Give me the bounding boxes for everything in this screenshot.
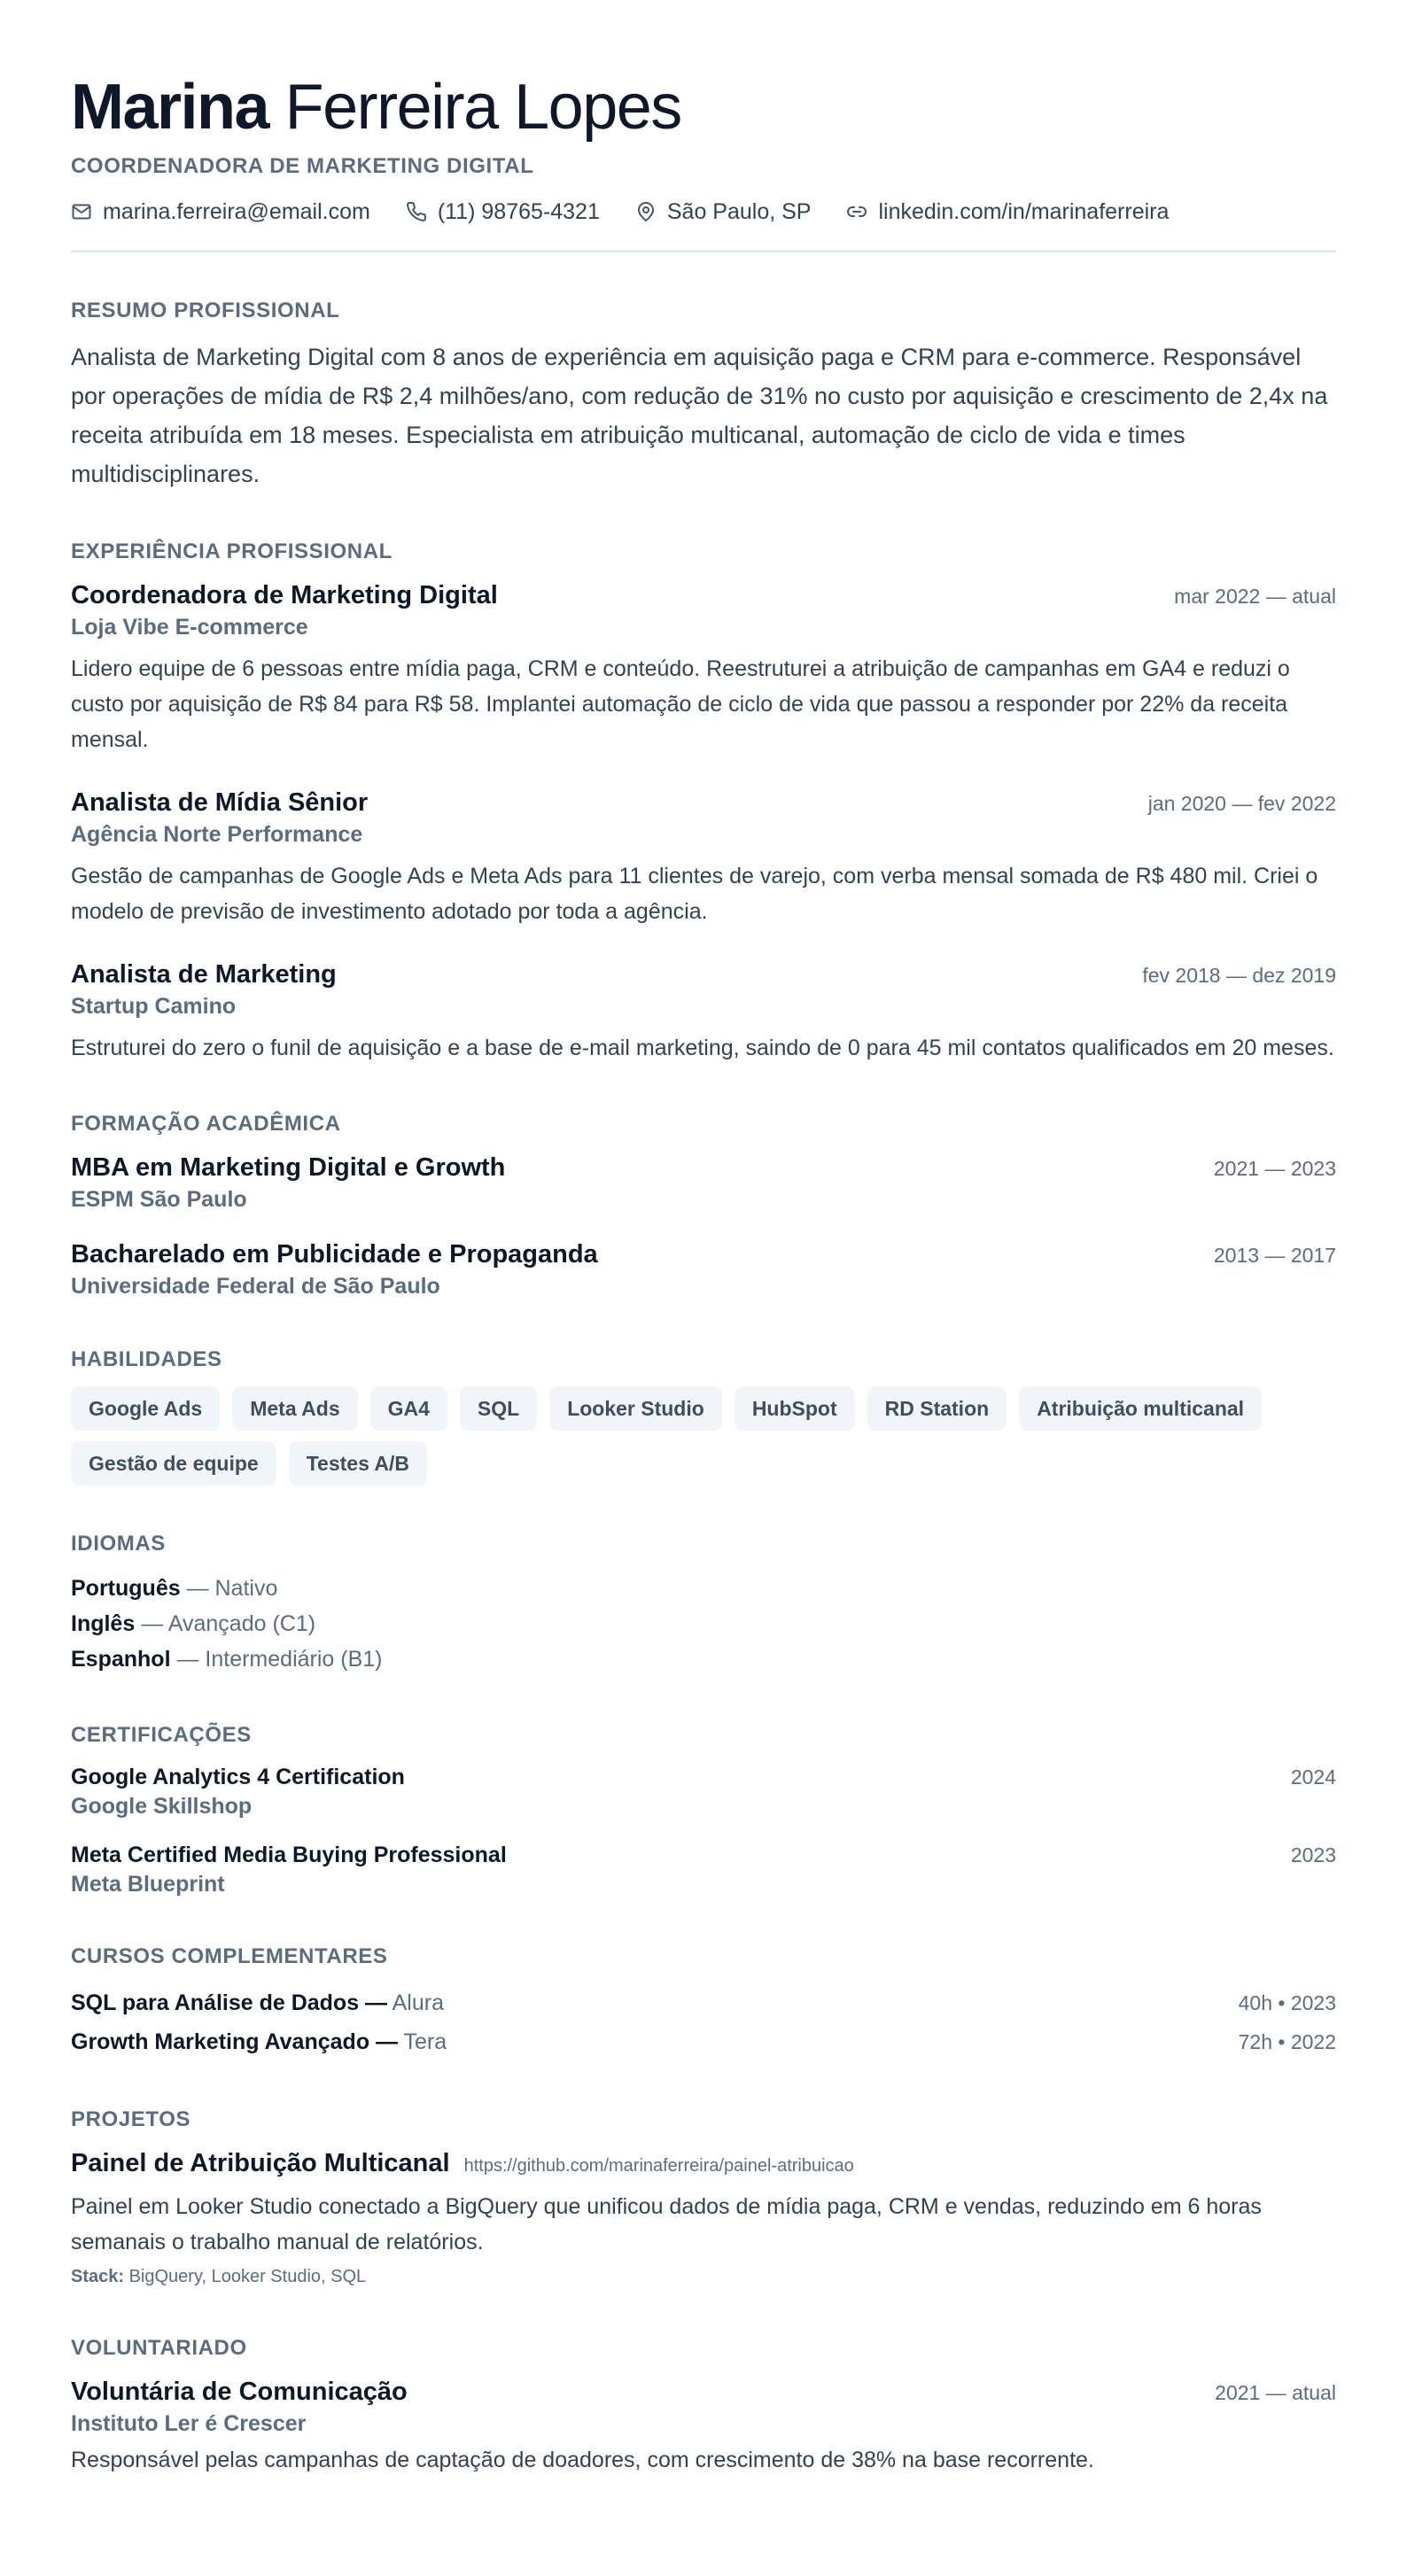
skill-chip: Testes A/B (289, 1441, 427, 1486)
course-name: SQL para Análise de Dados — (71, 1990, 388, 2015)
education-school: ESPM São Paulo (71, 1187, 247, 1212)
skills-section (71, 1346, 1336, 1486)
certifications-section (71, 1721, 1336, 1898)
skill-chip: Looker Studio (549, 1386, 722, 1431)
phone-icon (406, 201, 427, 222)
course-provider: Alura (387, 1990, 444, 2015)
project-item (71, 2146, 1336, 2290)
summary-section (71, 297, 1336, 493)
resume-header (71, 69, 1336, 252)
languages-section (71, 1530, 1336, 1677)
job-title: COORDENADORA DE MARKETING DIGITAL (71, 154, 534, 178)
section-title: IDIOMAS (71, 1532, 166, 1556)
education-section (71, 1110, 1336, 1301)
courses-section (71, 1943, 1336, 2061)
section-title: CERTIFICAÇÕES (71, 1723, 252, 1747)
course-item (71, 2022, 1336, 2061)
project-description: Painel em Looker Studio conectado a BigQuery que unificou dados de mídia paga, CRM e vendas, reduzindo em 6 horas semanais o trabalho manual de relatórios. (71, 2194, 1262, 2254)
volunteer-period: 2021 — atual (1215, 2381, 1336, 2404)
project-stack-value: BigQuery, Looker Studio, SQL (124, 2267, 367, 2286)
education-school: Universidade Federal de São Paulo (71, 1274, 440, 1299)
contact-bar (71, 197, 1336, 227)
candidate-name (71, 69, 1336, 145)
skill-chip: SQL (460, 1386, 537, 1431)
first-name: Marina (71, 72, 269, 143)
certification-name: Meta Certified Media Buying Professional (71, 1843, 507, 1867)
certification-year: 2023 (1290, 1843, 1336, 1866)
certification-year: 2024 (1290, 1765, 1336, 1788)
section-title: CURSOS COMPLEMENTARES (71, 1944, 388, 1968)
course-meta: 72h • 2022 (1238, 2030, 1336, 2053)
section-title: PROJETOS (71, 2107, 191, 2131)
link-icon (846, 201, 867, 222)
contact-email[interactable] (71, 197, 370, 227)
skill-chip: Google Ads (71, 1386, 220, 1431)
skill-chip: Atribuição multicanal (1019, 1386, 1262, 1431)
project-stack-label: Stack: (71, 2267, 125, 2286)
experience-item (71, 578, 1336, 757)
language-name: Inglês (71, 1611, 136, 1636)
header-divider (71, 250, 1336, 252)
section-title: VOLUNTARIADO (71, 2336, 247, 2360)
experience-role: Analista de Mídia Sênior (71, 788, 369, 817)
experience-section (71, 538, 1336, 1066)
volunteer-item (71, 2375, 1336, 2478)
education-period: 2021 — 2023 (1213, 1157, 1336, 1180)
map-pin-icon (635, 201, 657, 222)
experience-role: Analista de Marketing (71, 960, 337, 989)
contact-linkedin[interactable] (846, 197, 1169, 227)
contact-phone[interactable] (406, 197, 600, 227)
experience-company: Startup Camino (71, 994, 237, 1019)
skill-chip: Gestão de equipe (71, 1441, 276, 1486)
contact-email-text: marina.ferreira@email.com (103, 199, 370, 224)
summary-text: Analista de Marketing Digital com 8 anos de experiência em aquisição paga e CRM para e-commerce. Responsável por operações de mídia de R$ 2,4 milhões/ano, com redução de 31% no custo por aquisição e crescimento de 2,4x na receita atribuída em 18 meses. Especialista em atribuição multicanal, automação de ciclo de vida e times multidisciplinares. (71, 344, 1328, 487)
skill-chip: Meta Ads (232, 1386, 357, 1431)
certification-item (71, 1762, 1336, 1820)
section-title: EXPERIÊNCIA PROFISSIONAL (71, 539, 393, 563)
experience-description: Lidero equipe de 6 pessoas entre mídia paga, CRM e conteúdo. Reestruturei a atribuição de campanhas em GA4 e reduzi o custo por aquisição de R$ 84 para R$ 58. Implantei automação de ciclo de vida que passou a responder por 22% da receita mensal. (71, 656, 1290, 752)
language-level: — Intermediário (B1) (170, 1647, 383, 1672)
contact-linkedin-text: linkedin.com/in/marinaferreira (878, 199, 1170, 224)
certification-name: Google Analytics 4 Certification (71, 1765, 405, 1789)
experience-item (71, 958, 1336, 1066)
volunteer-org: Instituto Ler é Crescer (71, 2411, 307, 2436)
language-level: — Avançado (C1) (135, 1611, 316, 1636)
course-item (71, 1983, 1336, 2022)
language-name: Português (71, 1576, 181, 1601)
language-level: — Nativo (180, 1576, 278, 1601)
language-item (71, 1641, 1336, 1677)
project-link[interactable]: https://github.com/marinaferreira/painel-atribuicao (463, 2156, 854, 2176)
contact-location (635, 197, 812, 227)
experience-period: jan 2020 — fev 2022 (1147, 792, 1336, 815)
education-item (71, 1151, 1336, 1214)
certification-issuer: Meta Blueprint (71, 1872, 225, 1897)
course-name: Growth Marketing Avançado — (71, 2029, 399, 2054)
contact-phone-text: (11) 98765-4321 (437, 199, 600, 224)
skill-chip: HubSpot (735, 1386, 855, 1431)
project-name: Painel de Atribuição Multicanal (71, 2149, 450, 2177)
volunteer-section (71, 2334, 1336, 2478)
mail-icon (71, 201, 92, 222)
section-title: RESUMO PROFISSIONAL (71, 299, 340, 322)
experience-description: Estruturei do zero o funil de aquisição e a base de e-mail marketing, saindo de 0 para 45 mil contatos qualificados em 20 meses. (71, 1036, 1334, 1060)
section-title: FORMAÇÃO ACADÊMICA (71, 1112, 341, 1136)
experience-description: Gestão de campanhas de Google Ads e Meta Ads para 11 clientes de varejo, com verba mensal somada de R$ 480 mil. Criei o modelo de previsão de investimento adotado por toda a agência. (71, 864, 1318, 924)
contact-location-text: São Paulo, SP (666, 199, 812, 224)
language-name: Espanhol (71, 1647, 171, 1672)
experience-item (71, 786, 1336, 929)
education-degree: Bacharelado em Publicidade e Propaganda (71, 1240, 598, 1269)
skills-list (71, 1386, 1311, 1486)
volunteer-role: Voluntária de Comunicação (71, 2378, 408, 2406)
experience-period: mar 2022 — atual (1174, 585, 1336, 608)
last-name: Ferreira Lopes (284, 72, 681, 143)
experience-company: Agência Norte Performance (71, 822, 363, 847)
language-item (71, 1606, 1336, 1641)
volunteer-description: Responsável pelas campanhas de captação de doadores, com crescimento de 38% na base recorrente. (71, 2448, 1094, 2472)
education-item (71, 1238, 1336, 1301)
education-degree: MBA em Marketing Digital e Growth (71, 1153, 506, 1182)
language-item (71, 1571, 1336, 1606)
certification-item (71, 1840, 1336, 1898)
skill-chip: GA4 (370, 1386, 447, 1431)
skill-chip: RD Station (867, 1386, 1007, 1431)
experience-company: Loja Vibe E-commerce (71, 615, 308, 640)
projects-section (71, 2106, 1336, 2290)
experience-role: Coordenadora de Marketing Digital (71, 581, 498, 609)
course-meta: 40h • 2023 (1238, 1991, 1336, 2014)
experience-period: fev 2018 — dez 2019 (1142, 964, 1336, 987)
education-period: 2013 — 2017 (1213, 1244, 1336, 1267)
certification-issuer: Google Skillshop (71, 1794, 253, 1819)
section-title: HABILIDADES (71, 1347, 222, 1371)
project-stack (71, 2263, 1336, 2290)
course-provider: Tera (398, 2029, 447, 2054)
